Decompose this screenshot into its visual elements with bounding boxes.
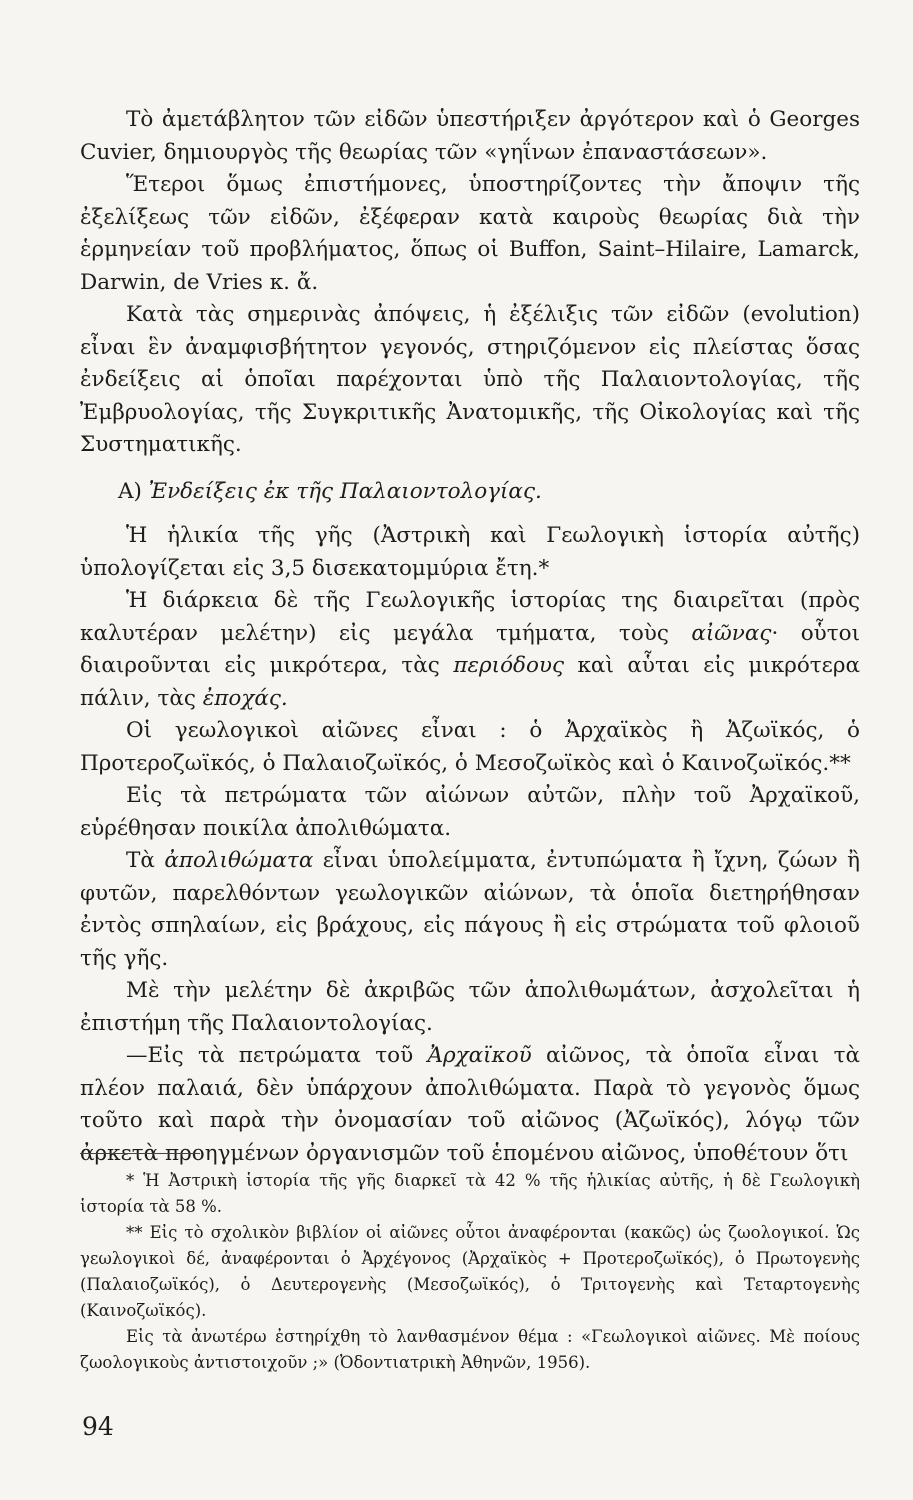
page-number: 94 [82, 1412, 114, 1441]
paragraph: Κατὰ τὰς σημερινὰς ἀπόψεις, ἡ ἐξέλιξις τῶν εἰδῶν (evolution) εἶναι ἓν ἀναμφισβήτητον γεγονός, στηριζόμενον εἰς πλείστας ὅσας ἐνδείξεις αἱ ὁποῖαι παρέχονται ὑπὸ τῆς Παλαιοντολογίας, τῆς Ἐμβρυολογίας, τῆς Συγκριτικῆς Ἀνατομικῆς, τῆς Οἰκολογίας καὶ τῆς Συστηματικῆς. [80, 302, 860, 457]
paragraph: Τὸ ἀμετάβλητον τῶν εἰδῶν ὑπεστήριξεν ἀργότερον καὶ ὁ Georges Cuvier, δημιουργὸς τῆς θεωρίας τῶν «γηΐνων ἐπαναστάσεων». [80, 107, 860, 165]
footnote: Εἰς τὰ ἀνωτέρω ἐστηρίχθη τὸ λανθασμένον θέμα : «Γεωλογικοὶ αἰῶνες. Μὲ ποίους ζωολογικοὺς ἀντιστοιχοῦν ;» (Ὀδοντιατρικὴ Ἀθηνῶν, 1956). [80, 1327, 860, 1372]
paragraph: Μὲ τὴν μελέτην δὲ ἀκριβῶς τῶν ἀπολιθωμάτων, ἀσχολεῖται ἡ ἐπιστήμη τῆς Παλαιοντολογίας. [80, 978, 860, 1036]
footnote: ** Εἰς τὸ σχολικὸν βιβλίον οἱ αἰῶνες οὗτοι ἀναφέρονται (κακῶς) ὡς ζωολογικοί. Ὡς γεωλογικοὶ δέ, ἀναφέρονται ὁ Ἀρχέγονος (Ἀρχαϊκὸς + Προτεροζωϊκός), ὁ Πρωτογενὴς (Παλαιοζωϊκός), ὁ Δευτερογενὴς (Μεσοζωϊκός), ὁ Τριτογενὴς καὶ Τεταρτογενὴς (Καινοζωϊκός). [80, 1223, 860, 1320]
italic-term: περιόδους [453, 653, 565, 678]
section-heading-title: Ἐνδείξεις ἐκ τῆς Παλαιοντολογίας. [148, 478, 542, 504]
text-run: Ἡ διάρκεια δὲ τῆς Γεωλογικῆς ἱστορίας της διαιρεῖται (πρὸς καλυτέραν μελέτην) εἰς μεγάλα τμήματα, τοὺς [80, 588, 860, 646]
paragraph: Ἕτεροι ὅμως ἐπιστήμονες, ὑποστηρίζοντες τὴν ἄποψιν τῆς ἐξελίξεως τῶν εἰδῶν, ἐξέφεραν κατὰ καιροὺς θεωρίας διὰ τὴν ἑρμηνείαν τοῦ προβλήματος, ὅπως οἱ Buffon, Saint–Hilaire, Lamarck, Darwin, de Vries κ. ἄ. [80, 172, 860, 295]
section-heading-prefix: Α) [118, 478, 149, 504]
paragraph: Εἰς τὰ πετρώματα τῶν αἰώνων αὐτῶν, πλὴν τοῦ Ἀρχαϊκοῦ, εὑρέθησαν ποικίλα ἀπολιθώματα. [80, 783, 860, 841]
section-heading [80, 476, 860, 509]
paragraph [80, 1040, 860, 1170]
text-run: · οὗτοι διαιροῦνται εἰς μικρότερα, τὰς [80, 620, 861, 678]
italic-term: αἰῶνας [691, 620, 772, 646]
italic-term: ἀπολιθώματα [164, 848, 314, 873]
text-run: εἶναι ὑπολείμματα, ἐντυπώματα ἢ ἴχνη, ζώων ἢ φυτῶν, παρελθόντων γεωλογικῶν αἰώνων, τὰ ὁποῖα διετηρήθησαν ἐντὸς σπηλαίων, εἰς βράχους, εἰς πάγους ἢ εἰς στρώματα τοῦ φλοιοῦ τῆς γῆς. [80, 848, 860, 971]
paragraph [80, 845, 860, 975]
text-run: καὶ αὗται εἰς μικρότερα πάλιν, τὰς [80, 653, 860, 711]
italic-term: Ἀρχαϊκοῦ [427, 1043, 532, 1068]
footnote: * Ἡ Ἀστρικὴ ἱστορία τῆς γῆς διαρκεῖ τὰ 42 % τῆς ἡλικίας αὐτῆς, ἡ δὲ Γεωλογικὴ ἱστορία τὰ 58 %. [80, 1171, 860, 1216]
paragraph [80, 585, 860, 715]
text-run: αἰῶνος, τὰ ὁποῖα εἶναι τὰ πλέον παλαιά, δὲν ὑπάρχουν ἀπολιθώματα. Παρὰ τὸ γεγονὸς ὅμως τοῦτο καὶ παρὰ τὴν ὀνομασίαν τοῦ αἰῶνος (Ἀζωϊκός), λόγῳ τῶν ἀρκετὰ προηγμένων ὀργανισμῶν τοῦ ἑπομένου αἰῶνος, ὑποθέτουν ὅτι [80, 1043, 860, 1166]
footnote-divider [80, 1153, 200, 1154]
footnotes [80, 1168, 860, 1376]
text-run: Τὰ [126, 848, 165, 873]
paragraph: Οἱ γεωλογικοὶ αἰῶνες εἶναι : ὁ Ἀρχαϊκὸς ἢ Ἀζωϊκός, ὁ Προτεροζωϊκός, ὁ Παλαιοζωϊκός, ὁ Μεσοζωϊκὸς καὶ ὁ Καινοζωϊκός.** [80, 718, 860, 776]
italic-term: ἐποχάς. [202, 685, 288, 711]
paragraph: Ἡ ἡλικία τῆς γῆς (Ἀστρικὴ καὶ Γεωλογικὴ ἱστορία αὐτῆς) ὑπολογίζεται εἰς 3,5 δισεκατομμύρια ἔτη.* [80, 523, 860, 581]
main-text [80, 104, 860, 1170]
text-run: —Εἰς τὰ πετρώματα τοῦ [126, 1043, 428, 1068]
